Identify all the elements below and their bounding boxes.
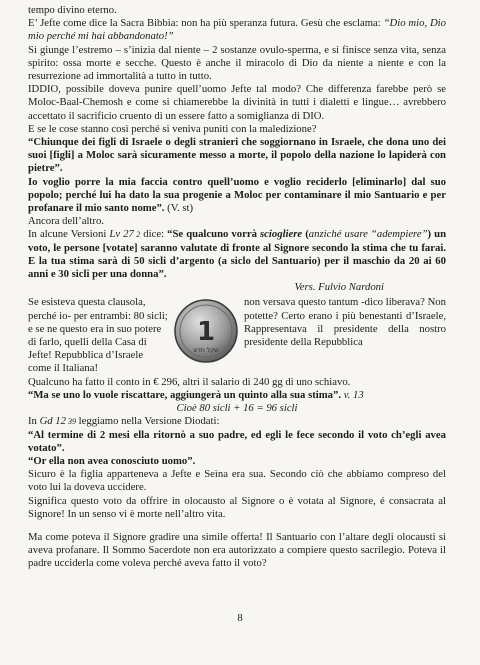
text-paragraph: Si giunge l’estremo – s’inizia dal niente – 2 sostanze ovulo-sperma, e si finisce senza vita, senza spirito: ossa morte e secche. Questo è anche il miracolo di Dio da niente a niente e con la resurrezione ad immortalità a tutto in tutto. [28,43,446,83]
text-paragraph: In alcune Versioni Lv 27 2 dice: “Se qualcuno vorrà sciogliere (anziché usare “adempiere”) un voto, le persone [votate] saranno valutate di fronte al Signore secondo la stima che tu farai. E la tua stima sarà di 50 sicli d’argento (a siclo del Santuario) per il maschio da 20 ai 60 anni e 30 sicli per una donna”. [28,228,447,281]
bold-quote: Io voglio porre la mia faccia contro quell’uomo e voglio reciderlo [eliminarlo] dal suo popolo; perché lui ha dato la sua progenie a Moloc per contaminare il mio Santuario e per profanare il mio santo nome”. (V. st) [28,175,446,215]
page-number: 8 [237,612,243,624]
calculation-line: Cioè 80 sicli + 16 = 96 sicli [176,402,298,415]
bold-quote: “Or ella non avea conosciuto uomo”. [28,454,196,467]
bold-quote: “Chiunque dei figli di Israele o degli stranieri che soggiornano in Israele, che dona uno dei suoi [figli] a Moloc sarà sicuramente messo a morte, il popolo della nazione lo lapiderà con pietre”. [28,136,446,175]
text-line: E se le cose stanno così perché si veniva puniti con la maledizione? [28,122,317,135]
svg-text:שקל חדש: שקל חדש [193,347,219,355]
spacer [28,521,446,531]
coin-image [168,296,244,364]
text-paragraph: IDDIO, possibile doveva punire quell’uomo Jefte tal modo? Che differenza farebbe però se Moloc-Baal-Chemosh e come si chiamerebbe la divinità in tutti i dialetti e lingue… avrebbero accettato il sacrificio cruento di un essere fatto a somiglianza di DIO. [28,83,446,122]
shekel-coin-icon [173,298,239,364]
text-paragraph: Ma come poteva il Signore gradire una simile offerta! Il Santuario con l’altare degli olocausti si aveva profanare. Il Sommo Sacerdote non era autorizzato a compiere questo sacrilegio. Poteva il padre ucciderla come voleva perché aveva fatto il voto? [28,530,446,570]
text-paragraph: Sicuro è la figlia apparteneva a Jefte e Seìna era sua. Secondo ciò che abbiamo compreso del voto lui la doveva uccidere. [28,468,446,494]
left-column-text: Se esisteva questa clausola, perché io- per entrambi: 80 sicli; e se ne questo era in suo potere di farlo, quelli della Casa di Jefte! Repubblica d’Israele come il Italiana! [28,296,168,375]
svg-text:1: 1 [196,317,216,348]
coin-section [28,296,446,375]
text-line: Qualcuno ha fatto il conto in € 296, altri il salario di 240 gg di uno schiavo. [28,375,351,388]
text-line: Ancora dell’altro. [28,215,104,228]
bold-quote: “Ma se uno lo vuole riscattare, aggiungerà un quinto alla sua stima”. v. 13 [28,388,364,401]
text-paragraph: E’ Jefte come dice la Sacra Bibbia: non ha più speranza futura. Gesù che esclama: “Dio mio, Dio mio perché mi hai abbandonato!” [28,17,446,43]
text-line: In Gd 12 39 leggiamo nella Versione Diodati: [28,415,220,428]
text-paragraph: Significa questo voto da offrire in olocausto al Signore o è votata al Signore, é consacrata al Signore! In un senso vi è morte nell’altro vita. [28,494,446,520]
text-line: tempo divino eterno. [28,4,117,16]
signature: Vers. Fulvio Nardoni [294,281,384,294]
bold-quote: “Al termine di 2 mesi ella ritornò a suo padre, ed egli le fece secondo il voto ch’egli avea votato”. [28,428,446,454]
right-column-text: non versava questo tantum -dico liberava? Non potette? Certo erano i più benestanti d’Israele, Rappresentava il presidente della nostro presidente della Repubblica [244,296,446,349]
